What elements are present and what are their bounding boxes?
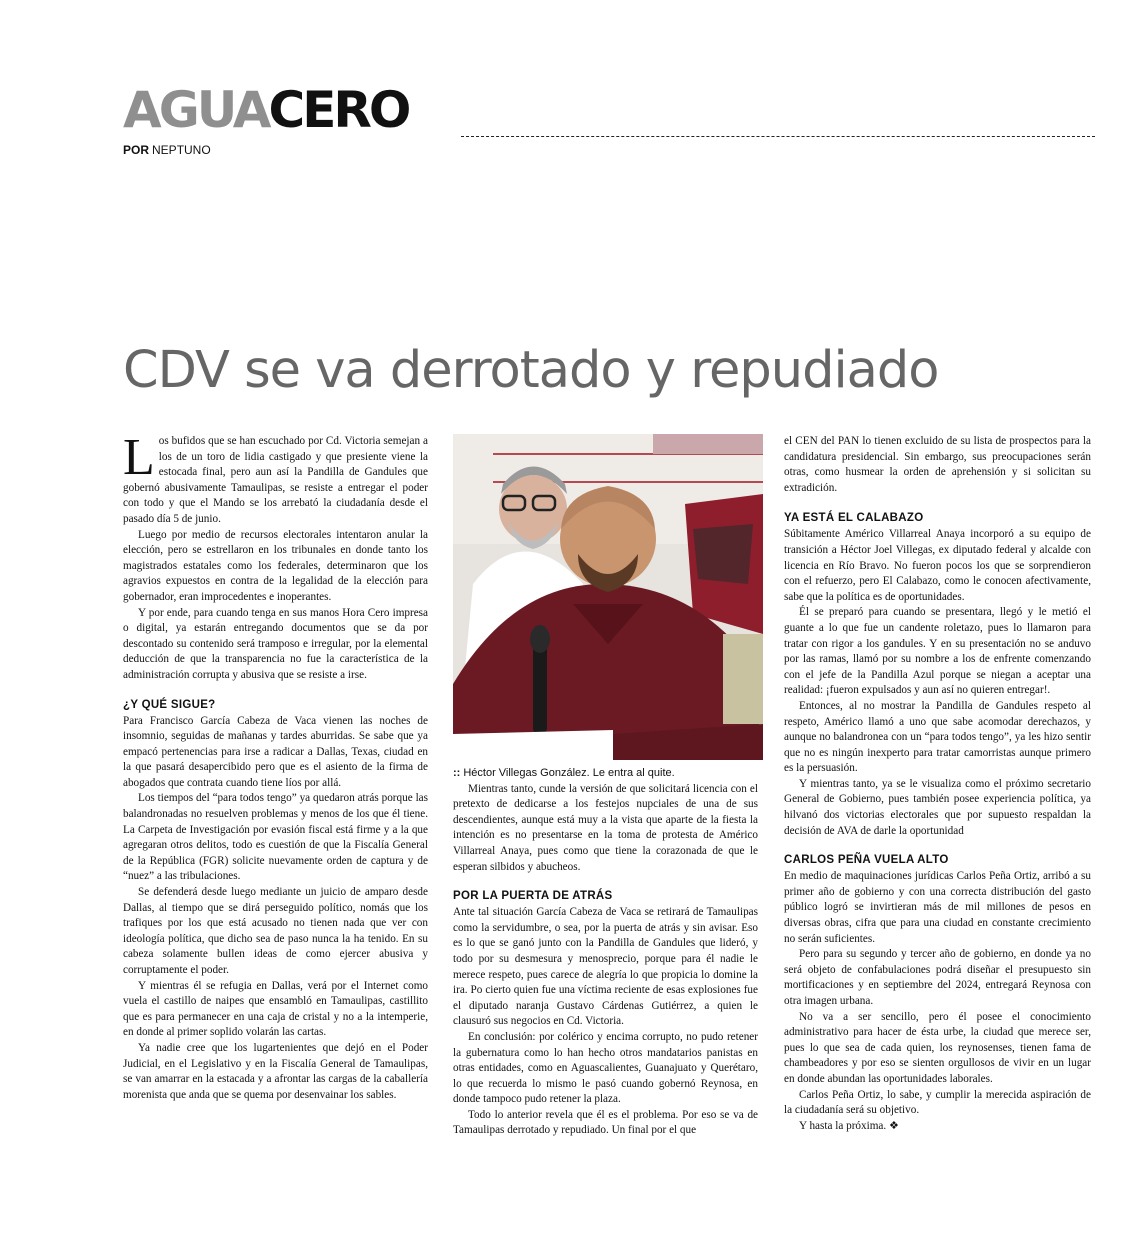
- section-subhead: POR LA PUERTA DE ATRÁS: [453, 890, 613, 903]
- logo-agua: AGUA: [123, 81, 269, 139]
- paragraph: Se defenderá desde luego mediante un juicio de amparo desde Dallas, al tiempo que se dirá perseguido político, nomás que los trafiques por los que está acusado no tienen nada que ver con ideología política, que dicho sea de paso nunca la ha tenido. En su cabeza solamente bullen ideas de como ejercer abusiva y corruptamente el poder.: [123, 886, 428, 976]
- byline: [123, 143, 211, 157]
- paragraph: el CEN del PAN lo tienen excluido de su lista de prospectos para la candidatura presidencial. Sin embargo, sus preocupaciones serán otras, como husmear la orden de aprehensión y si solicitan su extradición.: [784, 435, 1091, 494]
- article-headline: CDV se va derrotado y repudiado: [123, 341, 939, 400]
- paragraph: Mientras tanto, cunde la versión de que solicitará licencia con el pretexto de dedicarse a los festejos nupciales de una de sus descendientes, aunque está muy a la vista que aparte de la fiesta la intención es no presentarse en la toma de protesta de Américo Villarreal Anaya, pues como que tiene la corazonada de que le esperan silbidos y abucheos.: [453, 782, 758, 873]
- paragraph: Y por ende, para cuando tenga en sus manos Hora Cero impresa o digital, ya estarán entregando documentos que se da por descontado su contenido será tramposo e irregular, por la elemental deducción de que la transparencia no fue la característica de la administración corrupta y abusiva que se resiste a irse.: [123, 606, 428, 681]
- drop-cap: L: [123, 429, 155, 486]
- paragraph: Luego por medio de recursos electorales intentaron anular la elección, pero se estrellaron en los tribunales en donde tanto los magistrados estatales como los federales, determinaron que los agravios expuestos en contra de la legalidad de la elección para gobernador, eran improcedentes e inoperantes.: [123, 528, 428, 603]
- paragraph: Pero para su segundo y tercer año de gobierno, en donde ya no será objeto de confabulaciones podrá diseñar el presupuesto sin mortificaciones y en septiembre del 2024, entregará Reynosa con otra imagen urbana.: [784, 948, 1091, 1007]
- paragraph: Y mientras él se refugia en Dallas, verá por el Internet como vuela el castillo de naipes que ensambló en Tamaulipas, castillito que es para permanecer en una caja de cristal y no a la intemperie, en donde al primer soplido volarán las cartas.: [123, 979, 428, 1039]
- paragraph: [123, 429, 428, 528]
- column-logo: [123, 82, 408, 138]
- article-column-3: [784, 434, 1091, 1134]
- article-column-2: [453, 434, 758, 1139]
- byline-author: NEPTUNO: [152, 143, 211, 157]
- paragraph: En conclusión: por colérico y encima corrupto, no pudo retener la gubernatura como lo han hecho otros mandatarios panistas en otras entidades, como en Aguascalientes, Guanajuato y Querétaro, lo que recuerda lo mismo le pasó cuando gobernó Reynosa, en donde tampoco pudo retener la plaza.: [453, 1030, 758, 1106]
- column-header: [123, 82, 1095, 162]
- section-subhead: ¿Y QUÉ SIGUE?: [123, 698, 216, 711]
- paragraph: Súbitamente Américo Villarreal Anaya incorporó a su equipo de transición a Héctor Joel Villegas, ex diputado federal y alcalde con licencia en Río Bravo. No fueron pocos los que se sorprendieron con el refuerzo, pero El Calabazo, como le conocen afectivamente, sabe que la política es de oportunidades.: [784, 528, 1091, 603]
- paragraph: Los tiempos del “para todos tengo” ya quedaron atrás porque las balandronadas no resuelven problemas y menos de los que él tiene. La Carpeta de Investigación por evasión fiscal está firme y a la que agregaran otros delitos, todo es cuestión de que la Fiscalía General de la República (FGR) solicite nuevamente orden de captura y de “nuez” a las tribulaciones.: [123, 792, 428, 883]
- paragraph: Para Francisco García Cabeza de Vaca vienen las noches de insomnio, seguidas de mañanas y tardes aburridas. Se sabe que ya empacó pertenencias para irse a radicar a Dallas, Texas, ciudad en la que pasará desapercibido pero que es el asiento de la firma de abogados que contrata cuando tiene líos por allá.: [123, 714, 428, 789]
- caption-mark: ::: [453, 767, 461, 779]
- paragraph: Ante tal situación García Cabeza de Vaca se retirará de Tamaulipas como la servidumbre, o sea, por la puerta de atrás y sin avisar. Eso es lo que se ganó junto con la Pandilla de Gandules que lideró, y todo por su desmesura y menosprecio, porque para él nadie le merece respeto, pues carece de alegría lo que propicia lo domine la ira. Po cierto quien fue una víctima reciente de esas explosiones fue el diputado naranja Gustavo Cárdenas Gutiérrez, a quien le clausuró sus negocios en Cd. Victoria.: [453, 906, 758, 1028]
- byline-por: POR: [123, 143, 150, 157]
- caption-text: Héctor Villegas González. Le entra al quite.: [463, 767, 675, 779]
- paragraph: No va a ser sencillo, pero él posee el conocimiento administrativo para hacer de ésta urbe, la ciudad que merece ser, pues lo que sea de cada quien, los reynosenses, tienen fama de chambeadores y por eso se sienten orgullosos de vivir en un lugar en donde abundan las oportunidades laborales.: [784, 1010, 1091, 1085]
- paragraph: Entonces, al no mostrar la Pandilla de Gandules respeto al respeto, Américo llamó a uno que sabe acomodar derechazos, y aunque no balandronea con un “para todos tengo”, ya les hizo sentir que no es ningún inexperto para tratar camorristas aunque primero es la persuasión.: [784, 699, 1091, 775]
- section-subhead: CARLOS PEÑA VUELA ALTO: [784, 854, 949, 867]
- paragraph: Y mientras tanto, ya se le visualiza como el próximo secretario General de Gobierno, pues también posee experiencia política, ya hilvanó dos victorias electorales que por supuesto respaldan la decisión de AVA de darle la oportunidad: [784, 777, 1091, 837]
- header-dashed-rule: [461, 136, 1095, 137]
- article-photo: [453, 434, 763, 760]
- article-column-1: [123, 429, 428, 1103]
- photo-caption: [453, 766, 758, 782]
- paragraph-text: os bufidos que se han escuchado por Cd. Victoria semejan a los de un toro de lidia castigado y que presiente viene la estocada final, pero aun así la Pandilla de Gandules que gobernó abusivamente Tamaulipas, se resiste a entregar el poder con todo y que el Mando se los arrebató la ciudadanía desde el pasado día 5 de junio.: [123, 435, 428, 525]
- paragraph: En medio de maquinaciones jurídicas Carlos Peña Ortiz, arribó a su primer año de gobierno y con una correcta distribución del gasto público logró se invirtieran más de mil millones de pesos en diversas obras, cifra que para una ciudad en constante crecimiento no serán suficientes.: [784, 870, 1091, 945]
- section-subhead: YA ESTÁ EL CALABAZO: [784, 512, 924, 525]
- paragraph: Ya nadie cree que los lugartenientes que dejó en el Poder Judicial, en el Legislativo y en la Fiscalía General de Tamaulipas, se van amarrar en la estacada y a afrontar las cargas de la caballería morenista que anda que se quema por desenvainar los sables.: [123, 1041, 428, 1101]
- paragraph: Todo lo anterior revela que él es el problema. Por eso se va de Tamaulipas derrotado y repudiado. Un final por el que: [453, 1108, 758, 1137]
- logo-cero: CERO: [268, 81, 409, 139]
- paragraph: Carlos Peña Ortiz, lo sabe, y cumplir la merecida aspiración de la ciudadanía será su objetivo.: [784, 1088, 1091, 1117]
- paragraph: Y hasta la próxima. ❖: [799, 1119, 900, 1132]
- paragraph: Él se preparó para cuando se presentara, llegó y le metió el guante a lo que fue un candente roletazo, pues lo llamaron para tratar con rigor a los gandules. Y en su presentación no se anduvo por las ramas, llamó por su nombre a los de enfrente comenzando con el jefe de la Pandilla Azul porque se niegan a aceptar una realidad: ¡fueron expulsados y aun así no quieren entregar!.: [784, 606, 1091, 697]
